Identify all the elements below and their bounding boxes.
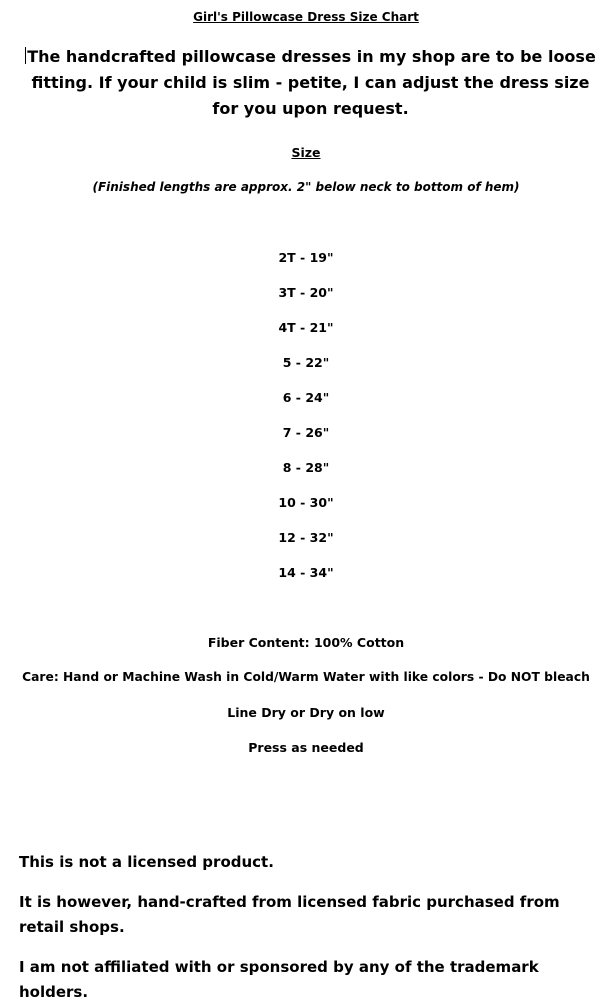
size-row: 7 - 26" (282, 425, 330, 440)
size-row: 5 - 22" (282, 355, 330, 370)
size-row: 8 - 28" (282, 460, 330, 475)
size-row: 2T - 19" (278, 250, 334, 265)
size-row: 10 - 30" (278, 495, 334, 510)
size-row: 4T - 21" (278, 320, 334, 335)
document-title: Girl's Pillowcase Dress Size Chart (193, 10, 419, 24)
size-row: 12 - 32" (278, 530, 334, 545)
size-heading: Size (291, 145, 321, 160)
fabric-notice: It is however, hand-crafted from licensed fabric purchased from retail shops. (19, 893, 560, 936)
license-notice: This is not a licensed product. (19, 853, 274, 871)
size-row: 3T - 20" (278, 285, 334, 300)
fiber-content: Fiber Content: 100% Cotton (207, 635, 405, 650)
size-row: 14 - 34" (278, 565, 334, 580)
size-note: (Finished lengths are approx. 2" below neck to bottom of hem) (92, 180, 520, 194)
care-instructions: Care: Hand or Machine Wash in Cold/Warm Water with like colors - Do NOT bleach (22, 670, 590, 684)
pressing-instructions: Press as needed (248, 740, 364, 755)
drying-instructions: Line Dry or Dry on low (227, 705, 385, 720)
trademark-notice: I am not affiliated with or sponsored by any of the trademark holders. (19, 958, 539, 1001)
size-row: 6 - 24" (282, 390, 330, 405)
intro-paragraph (18, 44, 603, 122)
intro-text: The handcrafted pillowcase dresses in my shop are to be loose fitting. If your child is slim - petite, I can adjust the dress size for you upon request. (27, 47, 596, 118)
